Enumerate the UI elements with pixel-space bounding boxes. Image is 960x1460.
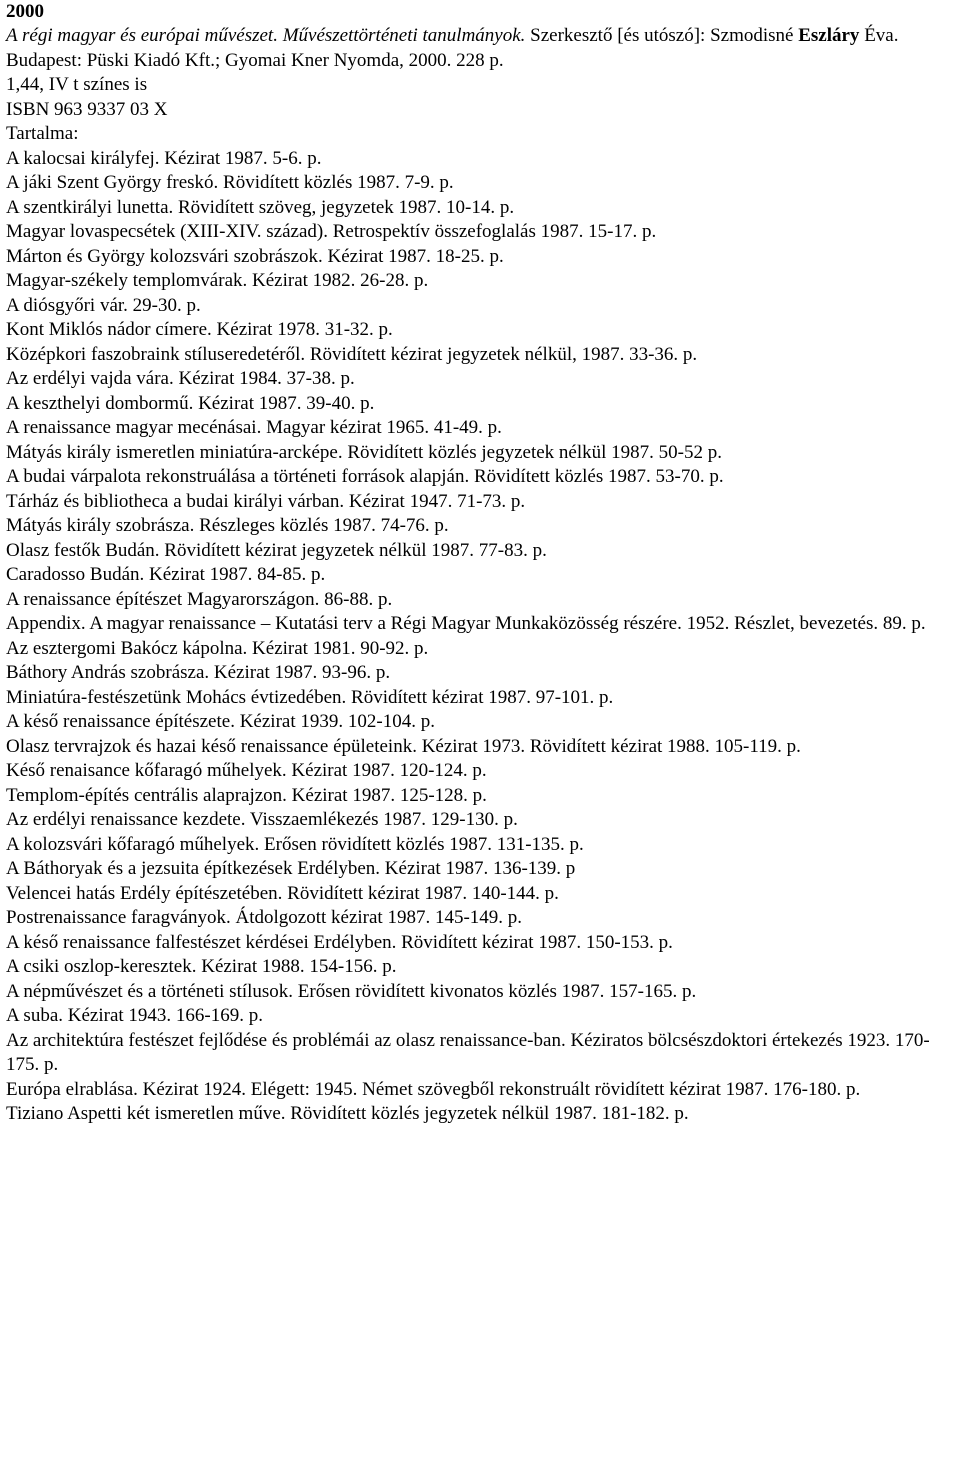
year-heading: 2000: [6, 1, 44, 22]
list-item: A renaissance építészet Magyarországon. 86-88. p.: [6, 588, 393, 610]
list-item: A késő renaissance falfestészet kérdései Erdélyben. Rövidített kézirat 1987. 150-153. p.: [6, 931, 673, 953]
bibliographic-record: [6, 24, 960, 73]
editor-name: Eszláry: [798, 25, 860, 46]
list-item: Tárház és bibliotheca a budai királyi várban. Kézirat 1947. 71-73. p.: [6, 490, 526, 512]
book-title: A régi magyar és európai művészet. Művészettörténeti tanulmányok.: [6, 25, 526, 46]
list-item: Magyar-székely templomvárak. Kézirat 1982. 26-28. p.: [6, 270, 429, 291]
list-item: Az erdélyi renaissance kezdete. Visszaemlékezés 1987. 129-130. p.: [6, 809, 518, 830]
list-item: A budai várpalota rekonstruálása a történeti források alapján. Rövidített közlés 1987. 53-70. p.: [6, 466, 724, 487]
list-item: Templom-építés centrális alaprajzon. Kézirat 1987. 125-128. p.: [6, 784, 487, 806]
list-item: A renaissance magyar mecénásai. Magyar kézirat 1965. 41-49. p.: [6, 417, 502, 438]
list-item: Appendix. A magyar renaissance – Kutatási terv a Régi Magyar Munkaközösség részére. 1952. Részlet, bevezetés. 89. p.: [6, 613, 926, 634]
list-item: A szentkirályi lunetta. Rövidített szöveg, jegyzetek 1987. 10-14. p.: [6, 196, 515, 218]
list-item: A népművészet és a történeti stílusok. Erősen rövidített kivonatos közlés 1987. 157-165. p.: [6, 980, 697, 1002]
list-item: Késő renaisance kőfaragó műhelyek. Kézirat 1987. 120-124. p.: [6, 760, 487, 781]
list-item: Kont Miklós nádor címere. Kézirat 1978. 31-32. p.: [6, 319, 393, 340]
list-item: Velencei hatás Erdély építészetében. Rövidített kézirat 1987. 140-144. p.: [6, 882, 559, 904]
list-item: Európa elrablása. Kézirat 1924. Elégett: 1945. Német szövegből rekonstruált rövidített kézirat 1987. 176-180. p.: [6, 1078, 861, 1100]
list-item: Tiziano Aspetti két ismeretlen műve. Rövidített közlés jegyzetek nélkül 1987. 181-182. p.: [6, 1103, 689, 1124]
physical-description: 1,44, IV t színes is: [6, 74, 148, 95]
list-item: Az esztergomi Bakócz kápolna. Kézirat 1981. 90-92. p.: [6, 637, 429, 659]
list-item: Olasz festők Budán. Rövidített kézirat jegyzetek nélkül 1987. 77-83. p.: [6, 539, 547, 561]
list-item: A keszthelyi dombormű. Kézirat 1987. 39-40. p.: [6, 392, 375, 414]
list-item: A csiki oszlop-keresztek. Kézirat 1988. 154-156. p.: [6, 956, 397, 977]
list-item: Mátyás király ismeretlen miniatúra-arcképe. Rövidített közlés jegyzetek nélkül 1987. 50-52 p.: [6, 441, 722, 463]
list-item: A késő renaissance építészete. Kézirat 1939. 102-104. p.: [6, 711, 435, 732]
isbn: ISBN 963 9337 03 X: [6, 98, 168, 120]
contents-label: Tartalma:: [6, 123, 79, 144]
publication-details: Éva. Budapest: Püski Kiadó Kft.; Gyomai Kner Nyomda, 2000. 228 p.: [6, 25, 899, 71]
list-item: A jáki Szent György freskó. Rövidített közlés 1987. 7-9. p.: [6, 172, 454, 193]
list-item: Magyar lovaspecsétek (XIII-XIV. század). Retrospektív összefoglalás 1987. 15-17. p.: [6, 221, 657, 242]
list-item: Mátyás király szobrásza. Részleges közlés 1987. 74-76. p.: [6, 515, 449, 536]
list-item: Az erdélyi vajda vára. Kézirat 1984. 37-38. p.: [6, 368, 355, 389]
list-item: Középkori faszobraink stíluseredetéről. Rövidített kézirat jegyzetek nélkül, 1987. 33-36. p.: [6, 343, 698, 365]
list-item: Márton és György kolozsvári szobrászok. Kézirat 1987. 18-25. p.: [6, 245, 504, 267]
contents-list: [6, 147, 960, 1127]
list-item: Olasz tervrajzok és hazai késő renaissance épületeink. Kézirat 1973. Rövidített kézirat 1988. 105-119. p.: [6, 735, 801, 757]
list-item: Caradosso Budán. Kézirat 1987. 84-85. p.: [6, 564, 326, 585]
editor-prefix: Szerkesztő [és utószó]: Szmodisné: [525, 25, 799, 46]
list-item: A kalocsai királyfej. Kézirat 1987. 5-6. p.: [6, 147, 322, 169]
list-item: A Báthoryak és a jezsuita építkezések Erdélyben. Kézirat 1987. 136-139. p: [6, 858, 576, 879]
list-item: A kolozsvári kőfaragó műhelyek. Erősen rövidített közlés 1987. 131-135. p.: [6, 833, 584, 855]
list-item: Az architektúra festészet fejlődése és problémái az olasz renaissance-ban. Kéziratos bölcsészdoktori értekezés 1923. 170-175. p.: [6, 1029, 930, 1075]
list-item: A diósgyőri vár. 29-30. p.: [6, 294, 201, 316]
list-item: Miniatúra-festészetünk Mohács évtizedében. Rövidített kézirat 1987. 97-101. p.: [6, 686, 614, 708]
list-item: Báthory András szobrásza. Kézirat 1987. 93-96. p.: [6, 662, 391, 683]
list-item: A suba. Kézirat 1943. 166-169. p.: [6, 1005, 263, 1026]
list-item: Postrenaissance faragványok. Átdolgozott kézirat 1987. 145-149. p.: [6, 907, 523, 928]
